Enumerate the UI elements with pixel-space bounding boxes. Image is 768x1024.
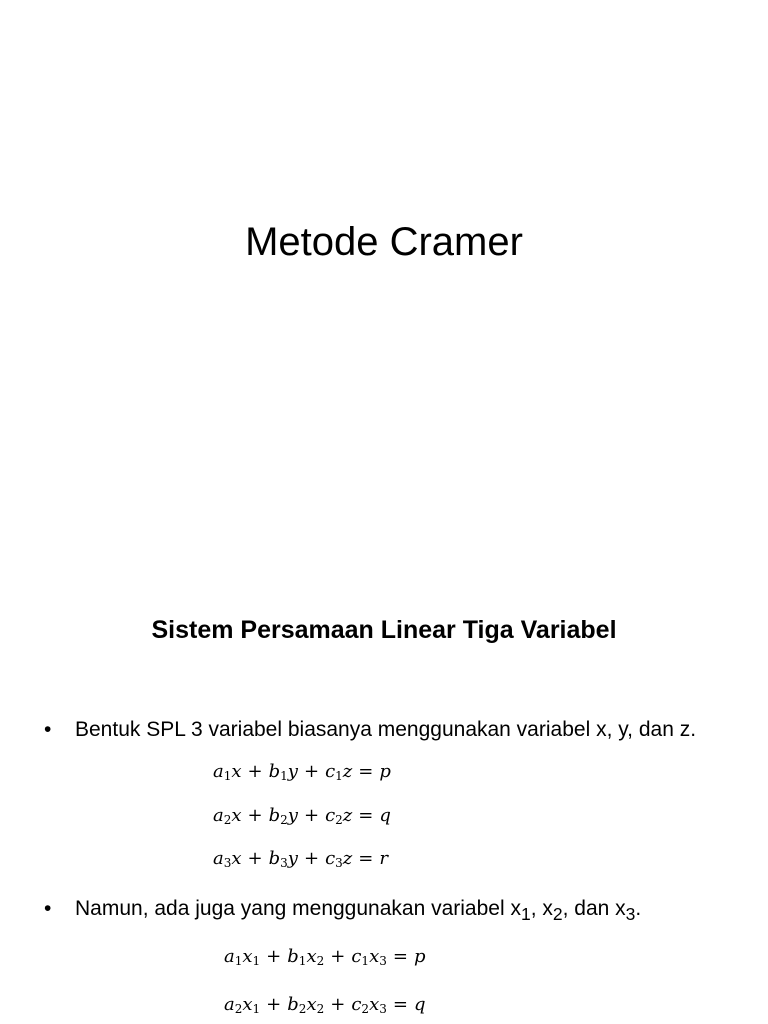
bullet-item — [44, 714, 704, 745]
equation-1: $a_1x + b_1y + c_1z = p$ — [213, 761, 391, 783]
equation-2: $a_2x + b_2y + c_2z = q$ — [213, 805, 391, 827]
equation-3: $a_3x + b_3y + c_3z = r$ — [213, 848, 388, 870]
bullet-text: Namun, ada juga yang menggunakan variabel $x_1$, $x_2$, dan $x_3$. — [75, 897, 642, 925]
slide-title: Metode Cramer — [245, 220, 523, 264]
section-heading: Sistem Persamaan Linear Tiga Variabel — [151, 616, 617, 644]
bullet-marker: • — [44, 897, 52, 920]
bullet-marker: • — [44, 718, 52, 741]
bullet-item — [44, 893, 704, 930]
equation-5: $a_2x_1 + b_2x_2 + c_2x_3 = q$ — [224, 994, 426, 1016]
equation-4: $a_1x_1 + b_1x_2 + c_1x_3 = p$ — [224, 946, 426, 968]
bullet-text: Bentuk SPL 3 variabel biasanya menggunakan variabel x, y, dan z. — [75, 718, 697, 741]
